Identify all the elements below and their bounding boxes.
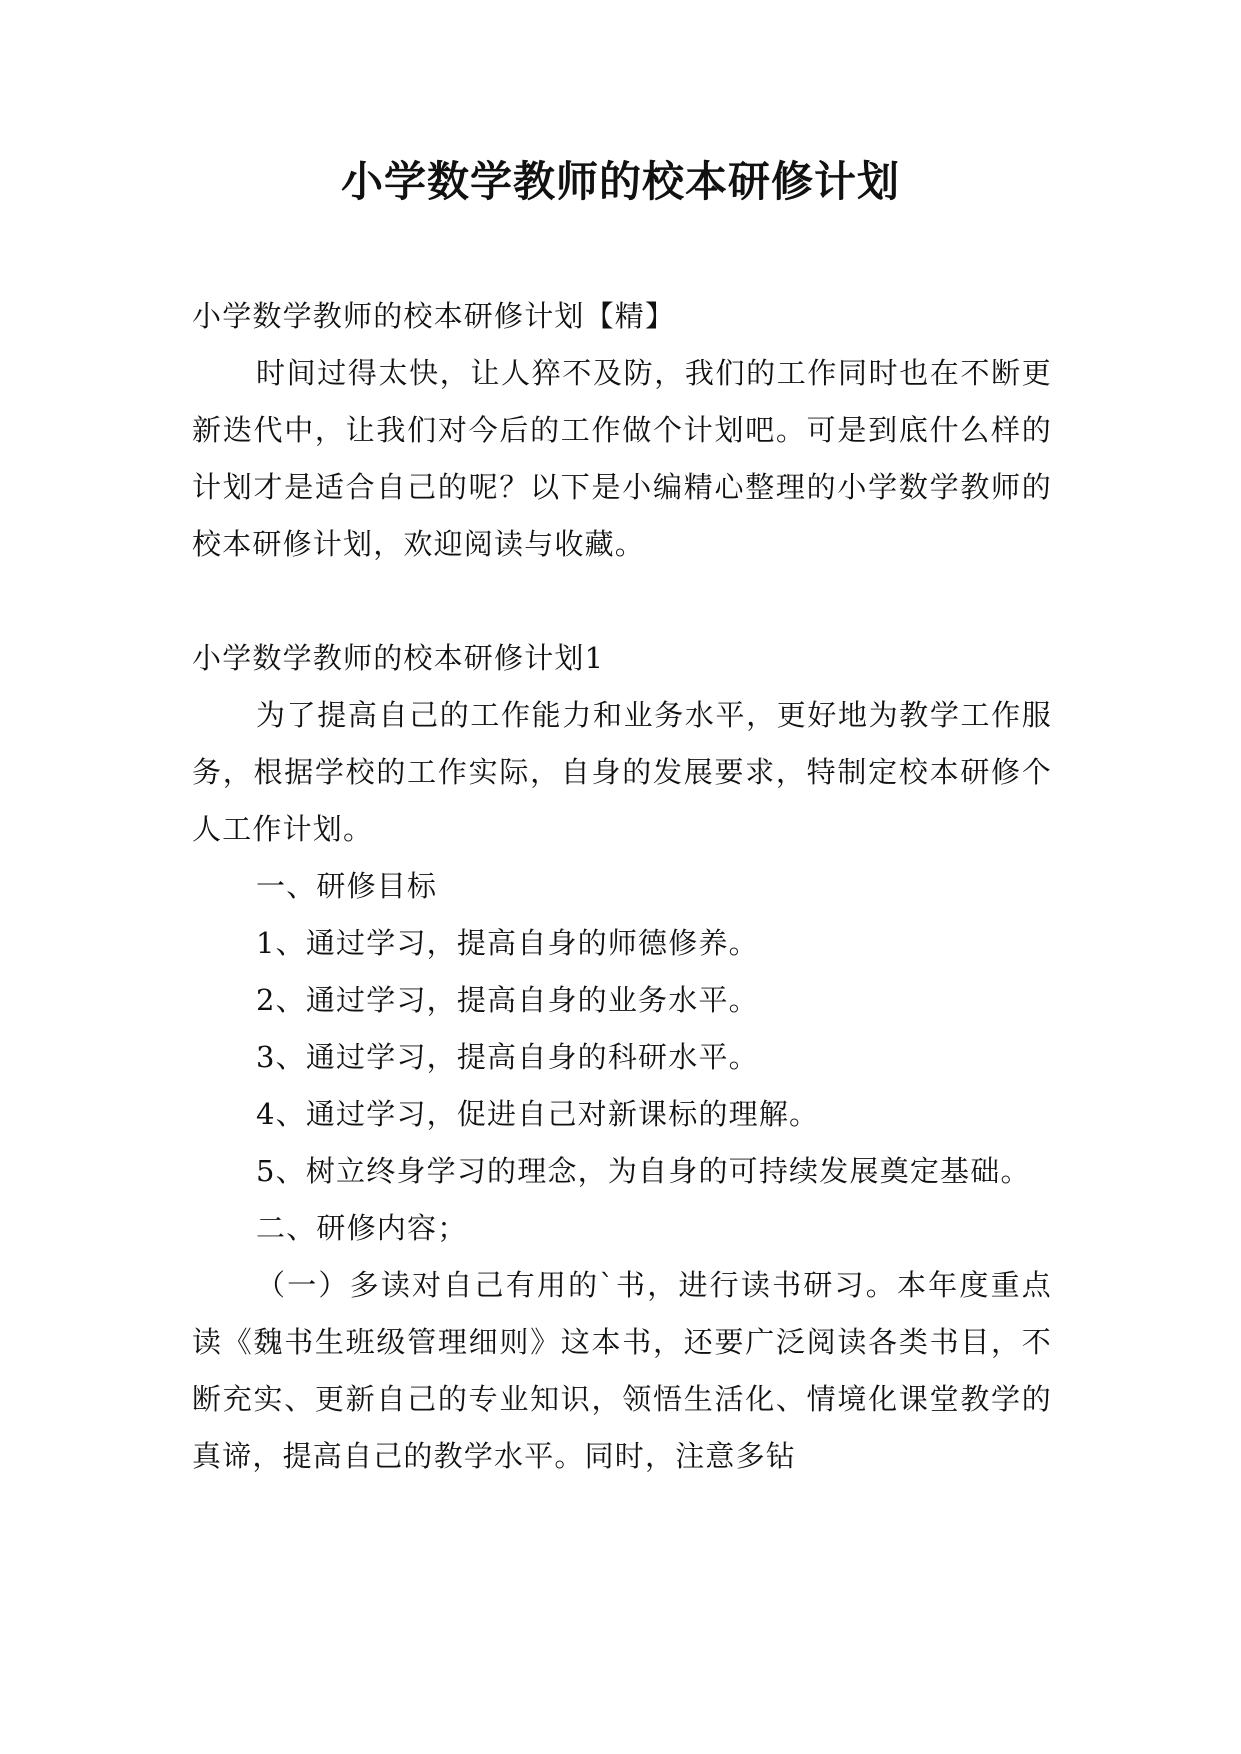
content-heading: 二、研修内容； [256, 1211, 468, 1245]
document-body [192, 288, 1052, 1485]
content-item-1: （一）多读对自己有用的`书，进行读书研习。本年度重点读《魏书生班级管理细则》这本书，还要广泛阅读各类书目，不断充实、更新自己的专业知识，领悟生活化、情境化课堂教学的真谛，提高自己的教学水平。同时，注意多钻 [192, 1268, 1052, 1473]
purpose-paragraph: 为了提高自己的工作能力和业务水平，更好地为教学工作服务，根据学校的工作实际，自身的发展要求，特制定校本研修个人工作计划。 [192, 698, 1052, 846]
goal-item-4: 4、通过学习，促进自己对新课标的理解。 [256, 1097, 820, 1131]
goal-item-2: 2、通过学习，提高自身的业务水平。 [256, 983, 759, 1017]
document-title: 小学数学教师的校本研修计划 [340, 157, 900, 206]
goal-item-1: 1、通过学习，提高自身的师德修养。 [256, 926, 759, 960]
goal-item-3: 3、通过学习，提高自身的科研水平。 [256, 1040, 759, 1074]
goal-item-5: 5、树立终身学习的理念，为自身的可持续发展奠定基础。 [256, 1154, 1031, 1188]
goal-heading: 一、研修目标 [256, 869, 438, 903]
section-heading: 小学数学教师的校本研修计划1 [192, 641, 605, 675]
intro-paragraph: 时间过得太快，让人猝不及防，我们的工作同时也在不断更新迭代中，让我们对今后的工作做个计划吧。可是到底什么样的计划才是适合自己的呢？以下是小编精心整理的小学数学教师的校本研修计划，欢迎阅读与收藏。 [192, 356, 1052, 561]
subtitle-paragraph: 小学数学教师的校本研修计划【精】 [192, 299, 676, 333]
